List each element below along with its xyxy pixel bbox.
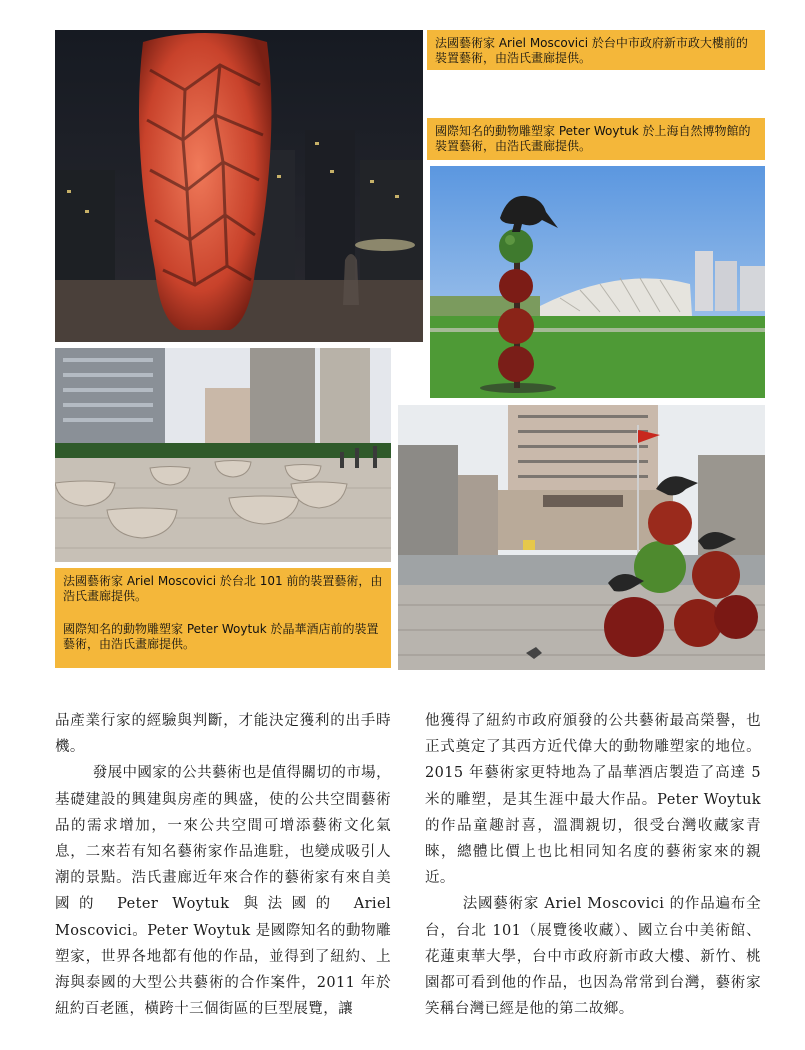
photo-woytuk-shanghai: [430, 166, 765, 398]
photo-moscovici-taichung: [55, 30, 423, 342]
photo-moscovici-taipei101: [55, 348, 391, 562]
caption-text: 法國藝術家 Ariel Moscovici 於台中市政府新市政大樓前的裝置藝術，由浩氏畫廊提供。: [435, 36, 748, 65]
article-paragraph: 品產業行家的經驗與判斷，才能決定獲利的出手時機。: [55, 713, 391, 756]
caption-woytuk-shanghai: [427, 118, 765, 160]
article-column-left: [55, 708, 391, 1022]
article-paragraph: 法國藝術家 Ariel Moscovici 的作品遍布全台，台北 101（展覽後收藏）、國立台中美術館、花蓮東華大學，台中市政府新市政大樓、新竹、桃園都可看到他的作品，也因為常常到台灣，藝術家笑稱台灣已經是他的第二故鄉。: [425, 896, 761, 1018]
article-paragraph: 發展中國家的公共藝術也是值得關切的市場，基礎建設的興建與房產的興盛，使的公共空間藝術品的需求增加，一來公共空間可增添藝術文化氣息，二來若有知名藝術家作品進駐，也變成吸引人潮的景點。浩氏畫廊近年來合作的藝術家有來自美國的 Peter Woytuk 與法國的 Ariel Moscovici。Peter Woytuk 是國際知名的動物雕塑家，世界各地都有他的作品，並得到了紐約、上海與泰國的大型公共藝術的合作案件，2011 年於紐約百老匯，橫跨十三個街區的巨型展覽，讓: [55, 765, 391, 1018]
caption-text: 法國藝術家 Ariel Moscovici 於台北 101 前的裝置藝術，由浩氏畫廊提供。: [63, 574, 383, 603]
caption-text-regent: 國際知名的動物雕塑家 Peter Woytuk 於晶華酒店前的裝置藝術，由浩氏畫廊提供。: [63, 622, 379, 651]
caption-text: 國際知名的動物雕塑家 Peter Woytuk 於上海自然博物館的裝置藝術，由浩氏畫廊提供。: [435, 124, 751, 153]
caption-moscovici-taichung: [427, 30, 765, 70]
article-column-right: [425, 708, 761, 1022]
caption-moscovici-taipei101: [55, 568, 391, 668]
photo-woytuk-regent: [398, 405, 765, 670]
article-paragraph: 他獲得了紐約市政府頒發的公共藝術最高榮譽，也正式奠定了其西方近代偉大的動物雕塑家的地位。2015 年藝術家更特地為了晶華酒店製造了高達 5 米的雕塑，是其生涯中最大作品。Peter Woytuk 的作品童趣討喜，溫潤親切，很受台灣收藏家青睞，總體比價上也比相同知名度的藝術家來的親近。: [425, 713, 761, 887]
